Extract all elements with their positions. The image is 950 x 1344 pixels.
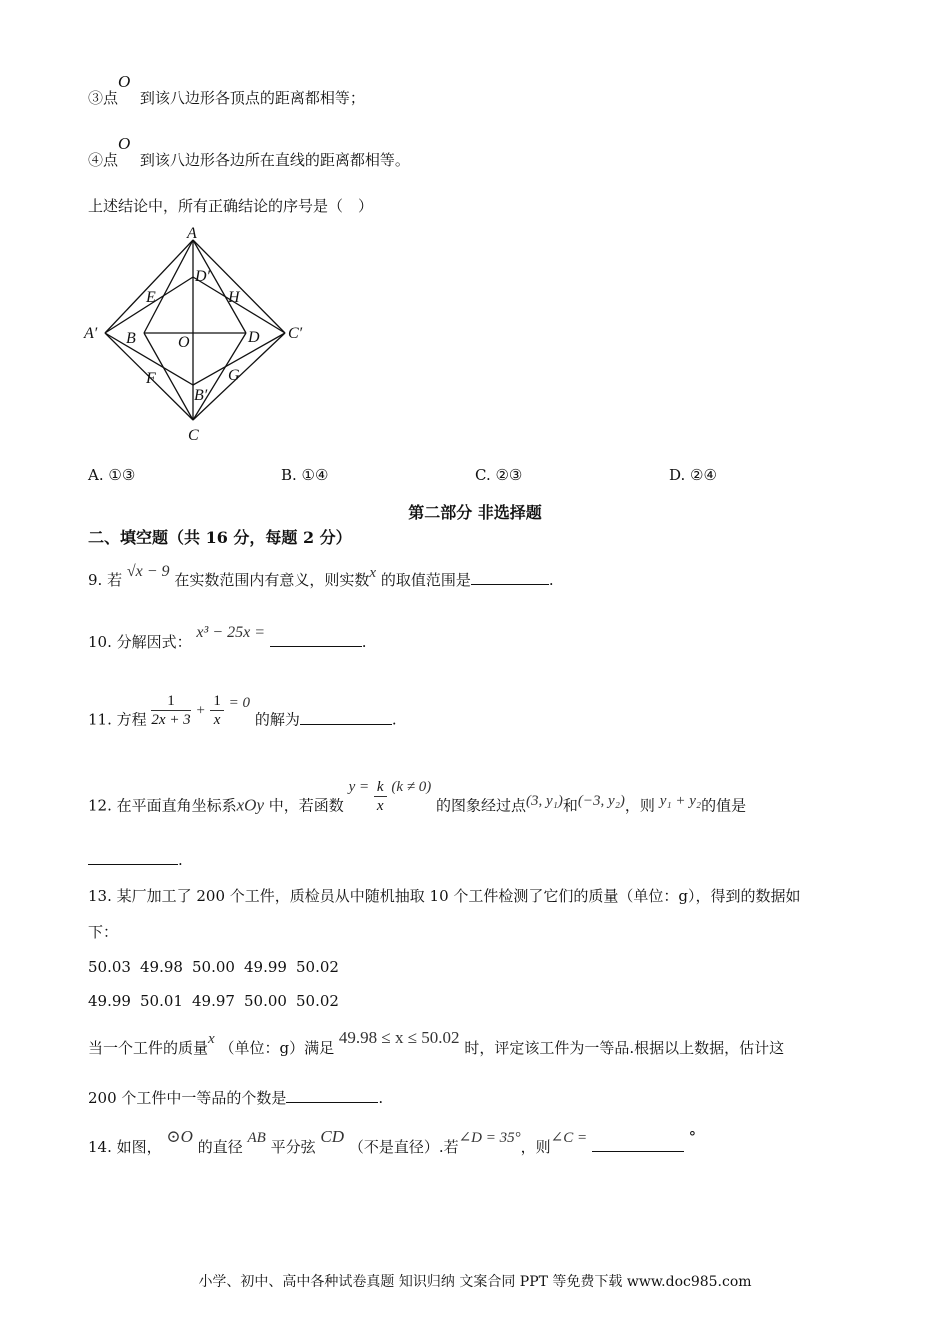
data-cell: 49.98 bbox=[140, 958, 183, 976]
q12-fraction: $\frac{k}{x}$ bbox=[374, 778, 387, 815]
label-o: O bbox=[178, 334, 190, 351]
q9-expr: √x − 9 bbox=[126, 563, 170, 580]
q12-func-lhs: y = bbox=[348, 778, 370, 795]
q14-answer-blank[interactable] bbox=[592, 1137, 684, 1152]
option-c[interactable]: C. ②③ bbox=[475, 466, 523, 484]
q13-line-2: 下： bbox=[88, 923, 119, 941]
option-b[interactable]: B. ①④ bbox=[281, 466, 329, 484]
q14-d: ，则 bbox=[520, 1138, 551, 1156]
q14-angle-d: ∠D = 35° bbox=[458, 1130, 521, 1146]
statement-4-text: 到该八边形各边所在直线的距离都相等。 bbox=[139, 151, 410, 169]
data-cell: 50.00 bbox=[244, 992, 287, 1010]
q12-mid2: 的图象经过点 bbox=[436, 796, 527, 815]
q14-a: 的直径 bbox=[197, 1138, 243, 1156]
q14-ab: AB bbox=[247, 1130, 266, 1146]
q12-tail: 的值是 bbox=[701, 796, 747, 815]
data-cell: 49.97 bbox=[192, 992, 235, 1010]
q14-c: （不是直径）.若 bbox=[348, 1138, 459, 1156]
page-footer: 小学、初中、高中各种试卷真题 知识归纳 文案合同 PPT 等免费下载 www.doc985.com bbox=[198, 1274, 752, 1290]
q13-answer-blank[interactable] bbox=[286, 1088, 378, 1103]
segment-d-a bbox=[193, 240, 246, 333]
q14-degree: ° bbox=[688, 1128, 697, 1146]
q9-answer-blank[interactable] bbox=[471, 570, 549, 585]
part-title: 第二部分 非选择题 bbox=[408, 503, 542, 522]
q11-end: . bbox=[391, 710, 397, 729]
q12-end: . bbox=[178, 851, 183, 869]
q9-num: 9. 若 bbox=[88, 571, 123, 589]
label-e: E bbox=[146, 289, 156, 306]
data-cell: 50.00 bbox=[192, 958, 235, 976]
q10-expr: x³ − 25x = bbox=[196, 624, 265, 641]
q13-cond-var: x bbox=[208, 1031, 215, 1047]
label-a: A bbox=[187, 225, 197, 242]
q13-cond-post: 时，评定该工件为一等品.根据以上数据，估计这 bbox=[464, 1039, 785, 1057]
q11-fraction-1: $\frac{1}{2x + 3}$ bbox=[151, 693, 191, 728]
q11-fraction-2: $\frac{1}{x}$ bbox=[210, 692, 224, 729]
data-cell: 50.02 bbox=[296, 958, 339, 976]
q14-angle-c: ∠C = bbox=[550, 1130, 588, 1146]
q12-mid: 中，若函数 bbox=[268, 796, 344, 815]
q10-end: . bbox=[361, 633, 367, 651]
q10-answer-blank[interactable] bbox=[270, 632, 362, 647]
question-12-answer-line bbox=[88, 850, 183, 870]
q12-and: 和 bbox=[562, 796, 578, 815]
q12-point-2: (−3, y₂) bbox=[577, 792, 625, 809]
q13-last-line bbox=[88, 1088, 383, 1108]
q14-circle: ⊙O bbox=[166, 1127, 193, 1146]
q12-cond: (k ≠ 0) bbox=[391, 778, 432, 795]
label-dp: D′ bbox=[195, 268, 211, 285]
statement-4-prefix: ④点 bbox=[88, 151, 119, 169]
q13-cond-mid: （单位：g）满足 bbox=[219, 1039, 335, 1057]
statement-4 bbox=[88, 134, 410, 170]
data-cell: 50.03 bbox=[88, 958, 131, 976]
label-h: H bbox=[228, 289, 240, 306]
q11-plus: + bbox=[195, 702, 206, 719]
statement-3-text: 到该八边形各顶点的距离都相等； bbox=[139, 89, 365, 107]
data-cell: 50.02 bbox=[296, 992, 339, 1010]
q14-b: 平分弦 bbox=[270, 1138, 316, 1156]
q14-num: 14. 如图， bbox=[88, 1138, 162, 1156]
q10-num: 10. 分解因式： bbox=[88, 633, 192, 651]
q9-var: x bbox=[369, 565, 377, 581]
data-cell: 49.99 bbox=[88, 992, 131, 1010]
q11-answer-blank[interactable] bbox=[300, 710, 392, 725]
octagon-figure bbox=[80, 222, 320, 447]
segment-cp-a bbox=[193, 240, 285, 333]
label-c: C bbox=[188, 427, 199, 444]
option-d[interactable]: D. ②④ bbox=[669, 466, 717, 484]
question-10 bbox=[88, 624, 367, 653]
q11-num: 11. 方程 bbox=[88, 710, 147, 729]
label-bp: B′ bbox=[194, 387, 208, 404]
data-cell: 49.99 bbox=[244, 958, 287, 976]
q9-tail: 的取值范围是 bbox=[380, 571, 471, 589]
section-title: 二、填空题（共 16 分，每题 2 分） bbox=[88, 528, 352, 547]
q13-line-1: 13. 某厂加工了 200 个工件，质检员从中随机抽取 10 个工件检测了它们的质量（单位：g），得到的数据如 bbox=[88, 887, 801, 905]
segment-a-ap bbox=[105, 240, 193, 333]
q11-tail: 的解为 bbox=[254, 710, 300, 729]
q12-sys: xOy bbox=[236, 795, 264, 815]
option-a[interactable]: A. ①③ bbox=[88, 466, 136, 484]
q13-end: . bbox=[378, 1089, 384, 1107]
question-11 bbox=[88, 693, 397, 739]
q13-data-row-2 bbox=[88, 991, 348, 1011]
q13-data-row-1 bbox=[88, 957, 348, 977]
question-14 bbox=[88, 1127, 697, 1158]
q9-end: . bbox=[548, 571, 554, 589]
question-prompt: 上述结论中，所有正确结论的序号是（ ） bbox=[88, 197, 374, 215]
q12-answer-blank[interactable] bbox=[88, 850, 178, 865]
question-9 bbox=[88, 563, 554, 591]
label-ap: A′ bbox=[84, 325, 98, 342]
point-o-label: O bbox=[118, 134, 131, 153]
q14-cd: CD bbox=[320, 1127, 345, 1146]
q12-point-1: (3, y₁) bbox=[526, 792, 563, 809]
statement-3 bbox=[88, 72, 365, 108]
q11-eq: = 0 bbox=[228, 694, 251, 711]
q13-line-last: 200 个工件中一等品的个数是 bbox=[88, 1089, 287, 1107]
q12-sum: y₁ + y₂ bbox=[659, 792, 702, 809]
q12-then: ，则 bbox=[624, 796, 655, 815]
statement-3-prefix: ③点 bbox=[88, 89, 119, 107]
data-cell: 50.01 bbox=[140, 992, 183, 1010]
label-g: G bbox=[228, 367, 240, 384]
label-cp: C′ bbox=[288, 325, 303, 342]
question-12 bbox=[88, 778, 747, 825]
label-d: D bbox=[248, 329, 260, 346]
segment-a-b bbox=[144, 240, 193, 333]
q13-cond-expr: 49.98 ≤ x ≤ 50.02 bbox=[338, 1028, 460, 1047]
q9-mid: 在实数范围内有意义，则实数 bbox=[174, 571, 370, 589]
label-b: B bbox=[126, 330, 136, 347]
label-f: F bbox=[146, 370, 156, 387]
q13-condition bbox=[88, 1028, 785, 1059]
q12-num: 12. 在平面直角坐标系 bbox=[88, 796, 237, 815]
q13-cond-pre: 当一个工件的质量 bbox=[88, 1039, 209, 1057]
point-o-label: O bbox=[118, 72, 131, 91]
